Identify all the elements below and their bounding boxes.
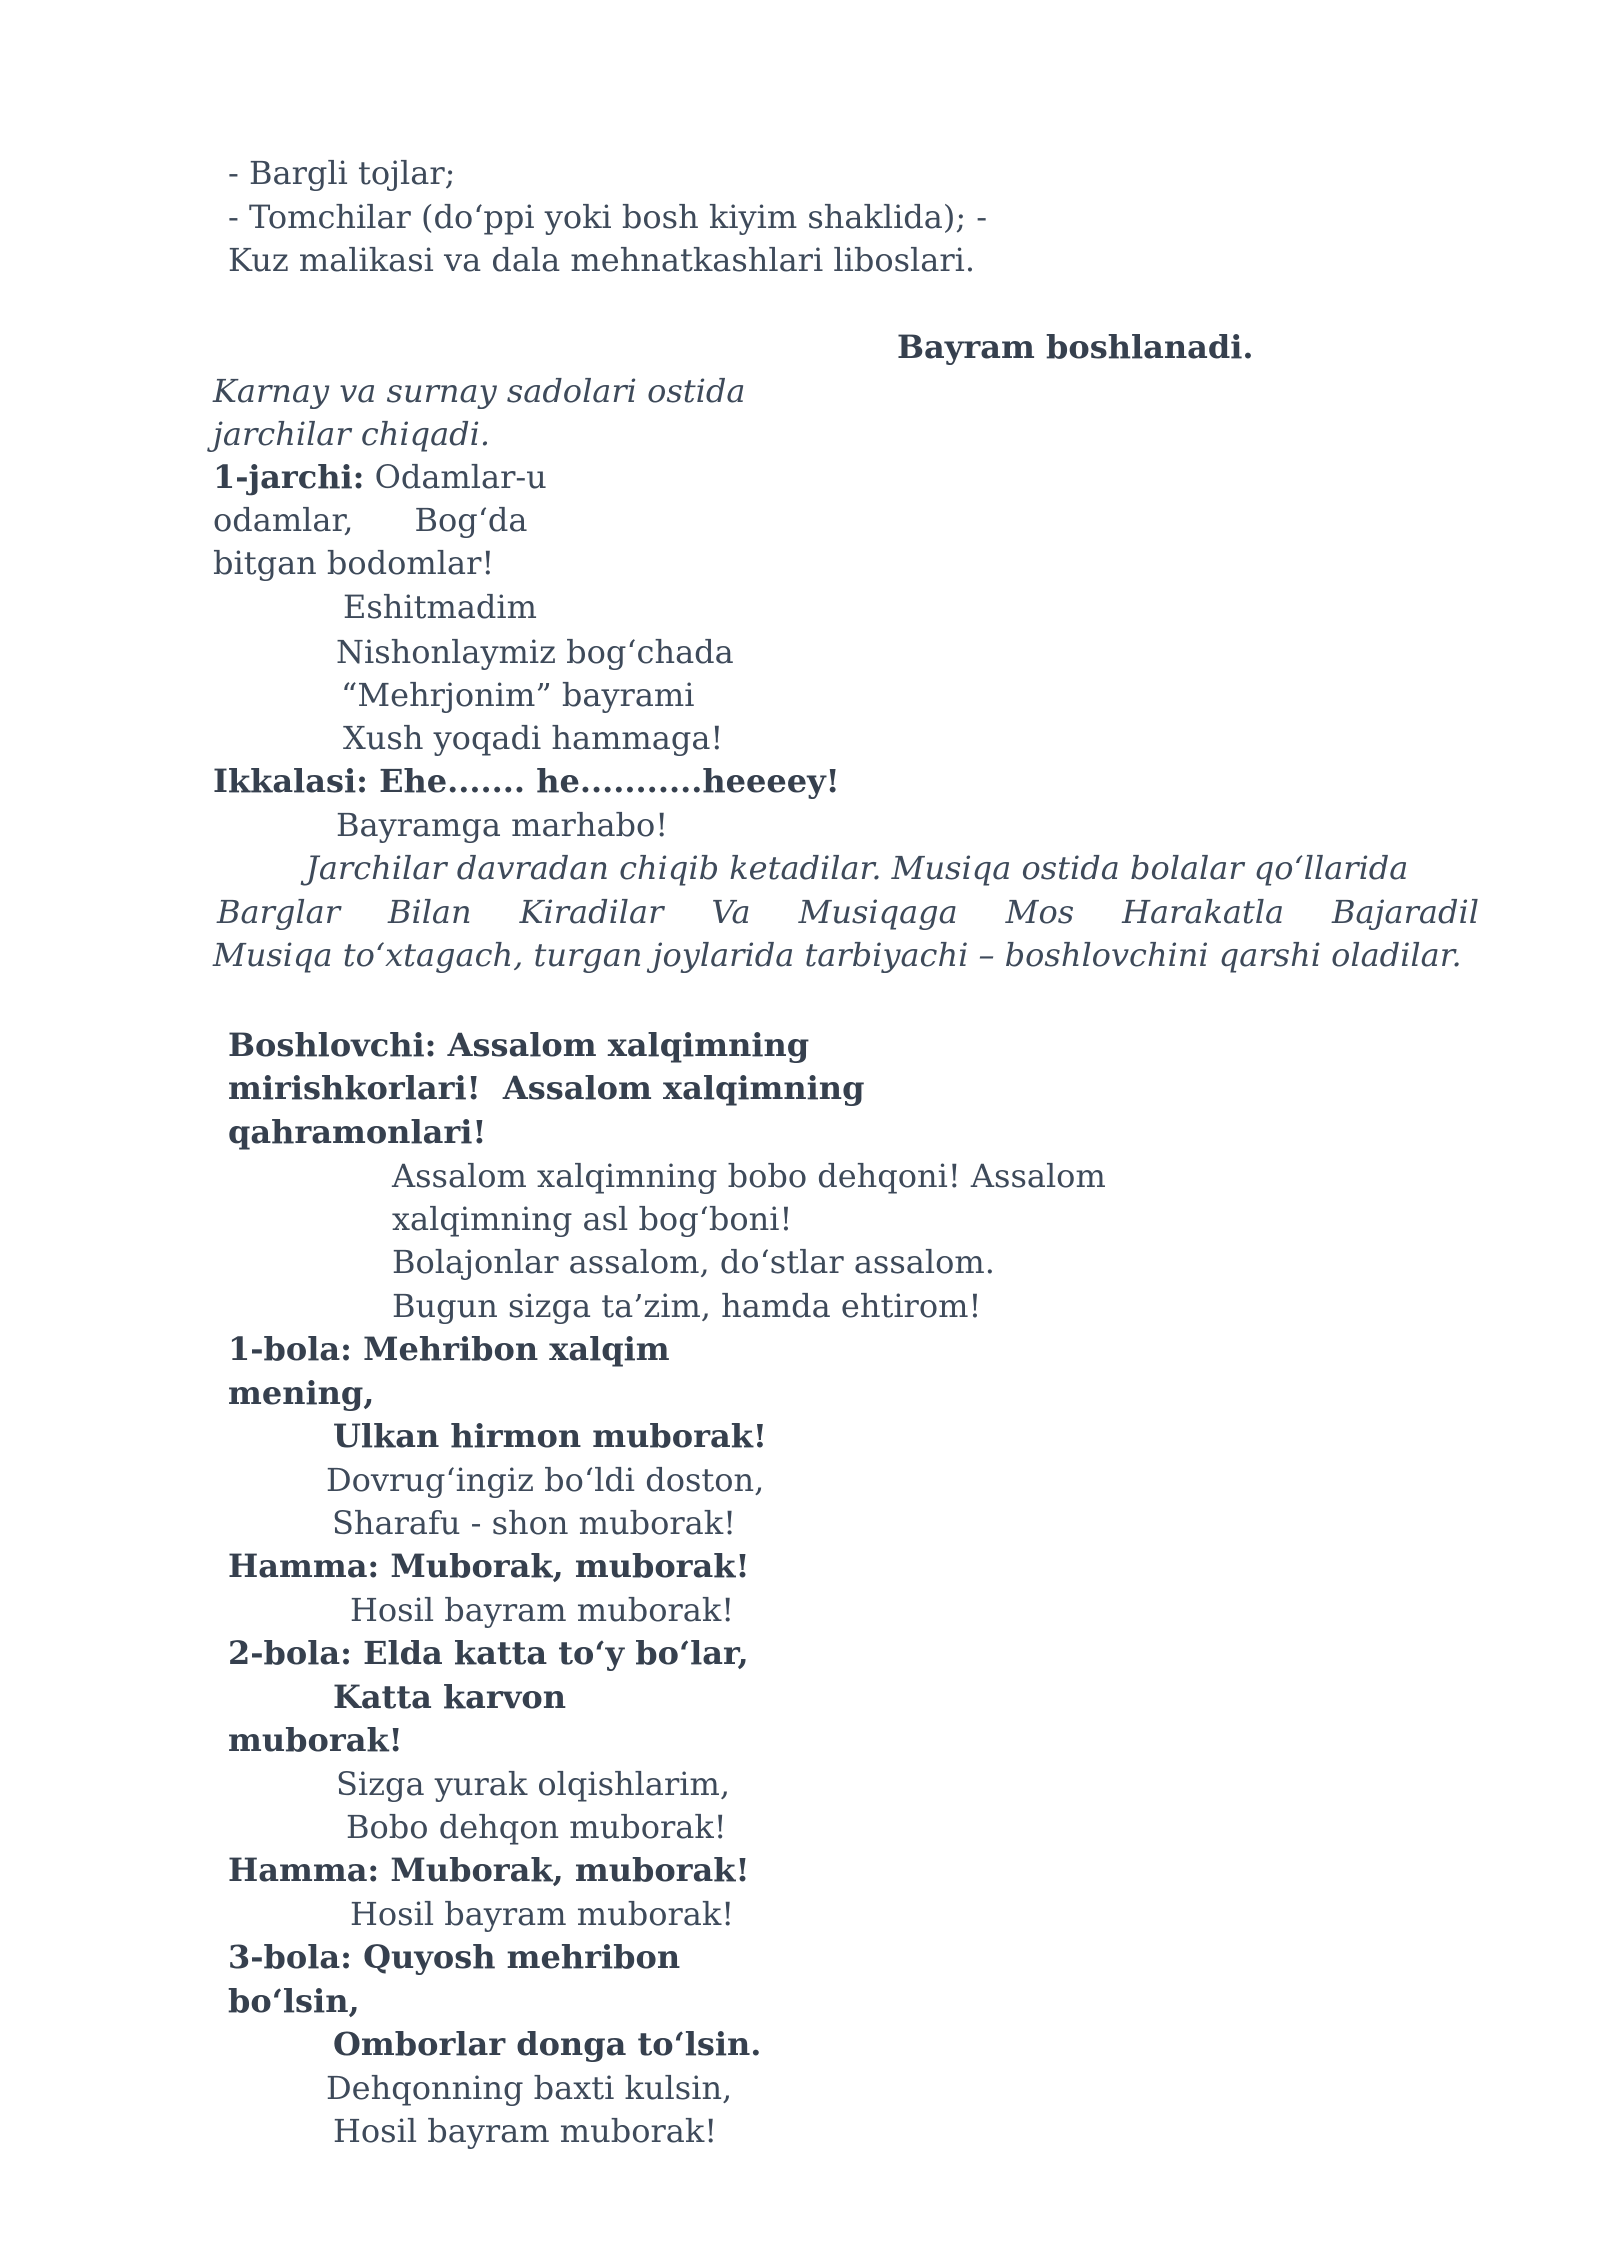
verse-line: Assalom xalqimning bobo dehqoni! Assalom — [392, 1157, 1106, 1195]
verse-line: Hosil bayram muborak! — [350, 1591, 735, 1629]
costume-item: Kuz malikasi va dala mehnatkashlari liboslari. — [228, 241, 976, 279]
speaker-line: Hamma: Muborak, muborak! — [228, 1547, 750, 1585]
stage-word: Kiradilar — [519, 893, 664, 931]
stage-word: Bajaradil — [1332, 893, 1479, 931]
verse-line: Xush yoqadi hammaga! — [343, 719, 724, 757]
speaker-line: mirishkorlari! Assalom xalqimning — [228, 1069, 865, 1107]
stage-direction: Musiqa to‘xtagach, turgan joylarida tarbiyachi – boshlovchini qarshi oladilar. — [213, 936, 1462, 974]
speaker-line: qahramonlari! — [228, 1113, 487, 1151]
stage-word: Bilan — [387, 893, 472, 931]
dialogue-line: Ikkalasi: Ehe....... he...........heeeey! — [213, 762, 840, 800]
stage-word: Barglar — [217, 893, 340, 931]
speaker-line: muborak! — [228, 1721, 403, 1759]
stage-direction: Karnay va surnay sadolari ostida — [213, 372, 746, 410]
verse-line: Bolajonlar assalom, do‘stlar assalom. — [392, 1243, 995, 1281]
verse-line: odamlar, Bog‘da — [213, 501, 528, 539]
stage-word: Musiqaga — [798, 893, 958, 931]
dialogue-text: Odamlar-u — [364, 458, 547, 496]
speaker-line: Boshlovchi: Assalom xalqimning — [228, 1026, 810, 1064]
verse-line: Eshitmadim — [343, 588, 537, 626]
costume-item: - Bargli tojlar; — [228, 154, 456, 192]
verse-line: Hosil bayram muborak! — [350, 1895, 735, 1933]
speaker-line: 1-bola: Mehribon xalqim — [228, 1330, 670, 1368]
verse-line: Nishonlaymiz bog‘chada — [336, 633, 734, 671]
speaker-line: Omborlar donga to‘lsin. — [333, 2025, 762, 2063]
verse-line: Hosil bayram muborak! — [333, 2112, 718, 2150]
stage-direction: jarchilar chiqadi. — [213, 415, 491, 453]
costume-item: - Tomchilar (do‘ppi yoki bosh kiyim shaklida); - — [228, 198, 988, 236]
verse-line: Dovrug‘ingiz bo‘ldi doston, — [326, 1461, 765, 1499]
verse-line: xalqimning asl bog‘boni! — [392, 1200, 793, 1238]
stage-direction: Jarchilar davradan chiqib ketadilar. Musiqa ostida bolalar qo‘llarida — [306, 849, 1409, 887]
verse-line: Bugun sizga ta’zim, hamda ehtirom! — [392, 1287, 982, 1325]
verse-line: bitgan bodomlar! — [213, 544, 495, 582]
verse-line: “Mehrjonim” bayrami — [341, 676, 695, 714]
speaker-line: Hamma: Muborak, muborak! — [228, 1851, 750, 1889]
stage-word: Mos — [1005, 893, 1075, 931]
verse-line: Bayramga marhabo! — [336, 806, 669, 844]
speaker-label: 1-jarchi: — [213, 458, 365, 496]
speaker-line: Ulkan hirmon muborak! — [333, 1417, 767, 1455]
speaker-line: bo‘lsin, — [228, 1982, 360, 2020]
verse-line: Bobo dehqon muborak! — [346, 1808, 727, 1846]
verse-line: Sizga yurak olqishlarim, — [336, 1765, 730, 1803]
speaker-line: 2-bola: Elda katta to‘y bo‘lar, — [228, 1634, 749, 1672]
speaker-line: Katta karvon — [333, 1678, 566, 1716]
verse-line: Dehqonning baxti kulsin, — [326, 2069, 733, 2107]
stage-direction-justified — [217, 892, 1479, 932]
stage-word: Harakatla — [1122, 893, 1285, 931]
verse-line: Sharafu - shon muborak! — [332, 1504, 736, 1542]
section-title: Bayram boshlanadi. — [897, 328, 1254, 366]
dialogue-line — [213, 457, 547, 497]
stage-word: Va — [711, 893, 751, 931]
speaker-line: 3-bola: Quyosh mehribon — [228, 1938, 681, 1976]
speaker-line: mening, — [228, 1374, 375, 1412]
